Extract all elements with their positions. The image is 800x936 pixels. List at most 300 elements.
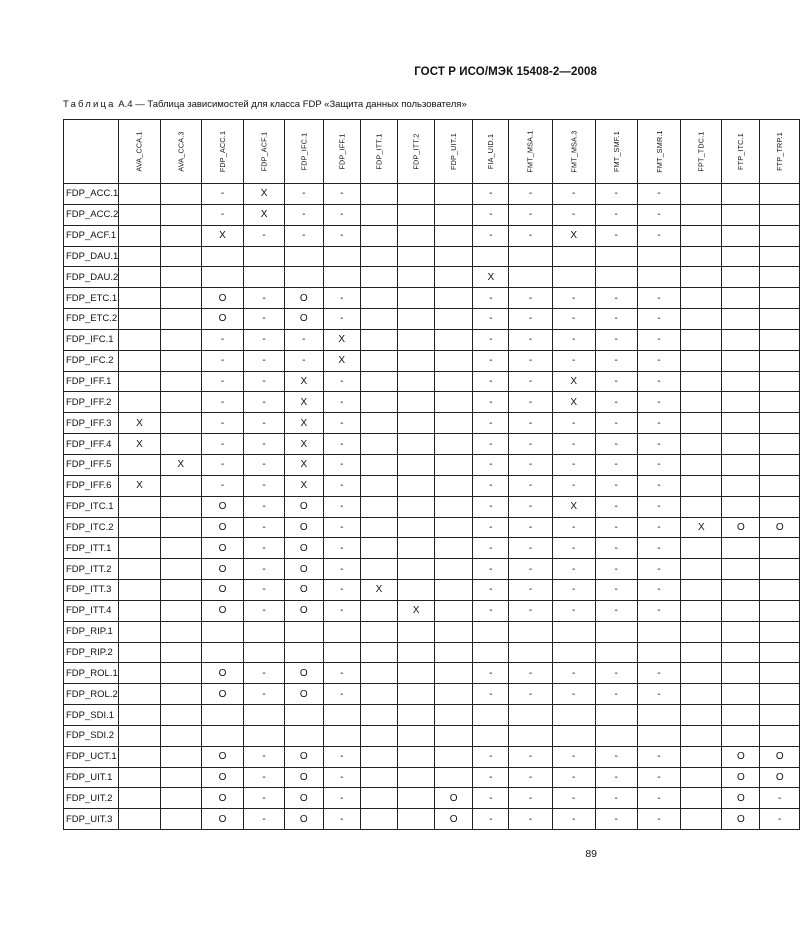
column-header-label: AVA_CCA.3 <box>176 131 186 172</box>
table-cell <box>323 267 360 288</box>
table-cell <box>360 705 397 726</box>
table-cell: - <box>509 517 552 538</box>
table-cell: - <box>323 809 360 830</box>
table-cell <box>119 371 160 392</box>
table-cell <box>681 809 722 830</box>
table-cell: - <box>323 600 360 621</box>
table-cell <box>722 600 760 621</box>
table-cell <box>119 746 160 767</box>
table-cell <box>760 225 800 246</box>
table-cell <box>397 642 434 663</box>
table-cell: X <box>244 204 285 225</box>
table-cell <box>435 184 473 205</box>
table-cell: - <box>323 475 360 496</box>
table-cell: O <box>284 538 323 559</box>
table-cell <box>360 329 397 350</box>
table-cell <box>473 725 509 746</box>
table-cell: - <box>323 371 360 392</box>
table-cell: - <box>552 329 595 350</box>
table-cell: - <box>323 309 360 330</box>
table-cell: - <box>595 746 637 767</box>
table-cell: O <box>284 600 323 621</box>
table-cell: O <box>760 767 800 788</box>
table-cell <box>760 725 800 746</box>
row-label: FDP_IFF.6 <box>64 475 119 496</box>
table-cell: - <box>323 413 360 434</box>
table-cell: X <box>360 580 397 601</box>
table-cell: - <box>473 309 509 330</box>
table-cell <box>360 454 397 475</box>
table-cell <box>160 496 201 517</box>
table-cell: - <box>552 788 595 809</box>
row-label: FDP_ROL.2 <box>64 684 119 705</box>
table-cell: O <box>201 517 243 538</box>
table-cell <box>473 705 509 726</box>
table-cell <box>681 288 722 309</box>
table-cell: - <box>637 225 681 246</box>
table-cell: - <box>595 454 637 475</box>
table-cell <box>681 371 722 392</box>
table-cell: - <box>509 454 552 475</box>
table-cell: X <box>244 184 285 205</box>
table-cell <box>760 350 800 371</box>
table-cell: X <box>552 371 595 392</box>
table-cell <box>722 454 760 475</box>
table-cell <box>681 267 722 288</box>
row-label: FDP_RIP.1 <box>64 621 119 642</box>
table-cell: - <box>244 434 285 455</box>
table-cell <box>681 350 722 371</box>
table-cell: - <box>637 559 681 580</box>
row-label: FDP_ETC.1 <box>64 288 119 309</box>
table-cell <box>435 496 473 517</box>
column-header <box>201 120 243 184</box>
table-cell: O <box>284 663 323 684</box>
table-cell <box>435 434 473 455</box>
table-cell <box>160 309 201 330</box>
table-cell <box>681 621 722 642</box>
table-cell: - <box>552 663 595 684</box>
table-cell: - <box>473 767 509 788</box>
table-cell: - <box>473 350 509 371</box>
column-header <box>595 120 637 184</box>
column-header <box>244 120 285 184</box>
table-cell: - <box>323 788 360 809</box>
table-cell: - <box>323 663 360 684</box>
table-cell: - <box>595 475 637 496</box>
table-cell <box>397 621 434 642</box>
table-cell <box>722 392 760 413</box>
table-cell <box>160 809 201 830</box>
table-cell <box>119 725 160 746</box>
table-cell: - <box>473 663 509 684</box>
table-cell <box>435 705 473 726</box>
table-cell <box>509 267 552 288</box>
table-cell <box>397 288 434 309</box>
table-cell <box>722 559 760 580</box>
table-cell: - <box>201 454 243 475</box>
table-cell <box>119 184 160 205</box>
table-row <box>64 329 800 350</box>
table-cell <box>160 204 201 225</box>
table-cell <box>284 621 323 642</box>
column-header-label: FTP_TRP.1 <box>775 132 785 171</box>
table-cell <box>284 246 323 267</box>
table-cell: - <box>284 184 323 205</box>
table-cell <box>435 767 473 788</box>
table-cell <box>435 684 473 705</box>
table-cell <box>760 246 800 267</box>
table-cell <box>397 184 434 205</box>
row-label: FDP_SDI.1 <box>64 705 119 726</box>
table-cell <box>760 329 800 350</box>
table-cell: - <box>552 809 595 830</box>
table-cell <box>244 246 285 267</box>
table-cell <box>681 600 722 621</box>
table-cell <box>760 559 800 580</box>
table-cell: X <box>473 267 509 288</box>
table-cell <box>760 204 800 225</box>
table-cell: - <box>552 413 595 434</box>
row-label: FDP_ACC.1 <box>64 184 119 205</box>
table-cell: - <box>473 184 509 205</box>
table-cell: - <box>595 663 637 684</box>
table-cell <box>435 246 473 267</box>
table-cell: O <box>201 809 243 830</box>
table-cell <box>681 413 722 434</box>
table-cell: O <box>201 684 243 705</box>
dependency-table <box>63 119 800 830</box>
table-cell <box>360 517 397 538</box>
table-cell <box>681 684 722 705</box>
table-cell: - <box>637 184 681 205</box>
table-cell: - <box>244 538 285 559</box>
table-cell <box>760 288 800 309</box>
table-cell: - <box>473 434 509 455</box>
table-cell <box>119 705 160 726</box>
table-cell <box>119 309 160 330</box>
table-cell: X <box>284 475 323 496</box>
table-cell: - <box>509 184 552 205</box>
row-label: FDP_RIP.2 <box>64 642 119 663</box>
table-cell: - <box>244 684 285 705</box>
column-header <box>323 120 360 184</box>
table-cell: - <box>595 684 637 705</box>
table-cell <box>397 788 434 809</box>
table-cell <box>722 434 760 455</box>
table-cell <box>160 767 201 788</box>
table-cell <box>435 580 473 601</box>
table-cell: - <box>509 580 552 601</box>
table-cell <box>552 705 595 726</box>
table-cell: O <box>201 663 243 684</box>
table-cell <box>360 746 397 767</box>
table-cell <box>681 392 722 413</box>
table-cell: X <box>552 225 595 246</box>
table-cell <box>760 705 800 726</box>
table-cell <box>435 454 473 475</box>
table-cell <box>760 580 800 601</box>
table-cell <box>397 454 434 475</box>
table-row <box>64 663 800 684</box>
column-header <box>119 120 160 184</box>
table-cell <box>681 767 722 788</box>
table-cell: - <box>637 434 681 455</box>
table-cell: - <box>637 204 681 225</box>
table-cell <box>435 663 473 684</box>
table-cell <box>397 434 434 455</box>
table-row <box>64 705 800 726</box>
table-cell: - <box>637 809 681 830</box>
table-cell: - <box>201 392 243 413</box>
table-cell <box>435 413 473 434</box>
table-cell <box>119 496 160 517</box>
table-row <box>64 184 800 205</box>
table-cell: - <box>637 600 681 621</box>
table-cell <box>119 392 160 413</box>
table-cell: X <box>284 392 323 413</box>
table-cell: - <box>509 371 552 392</box>
table-cell <box>760 454 800 475</box>
table-cell <box>681 225 722 246</box>
table-cell <box>681 788 722 809</box>
table-cell: - <box>509 225 552 246</box>
table-cell: - <box>509 767 552 788</box>
table-cell: O <box>760 517 800 538</box>
row-label: FDP_SDI.2 <box>64 725 119 746</box>
table-cell <box>397 392 434 413</box>
table-body <box>64 184 800 830</box>
table-cell: - <box>637 496 681 517</box>
table-cell: - <box>595 350 637 371</box>
table-cell <box>435 538 473 559</box>
row-label: FDP_UIT.3 <box>64 809 119 830</box>
table-cell: - <box>595 767 637 788</box>
table-cell: - <box>473 225 509 246</box>
column-header <box>397 120 434 184</box>
table-cell: - <box>201 350 243 371</box>
table-cell <box>360 267 397 288</box>
table-cell <box>119 329 160 350</box>
table-cell <box>397 329 434 350</box>
table-cell <box>119 621 160 642</box>
table-cell: - <box>637 309 681 330</box>
table-cell <box>119 663 160 684</box>
column-header-label: FPT_TDC.1 <box>696 131 706 172</box>
table-cell <box>360 767 397 788</box>
table-cell <box>681 580 722 601</box>
table-cell: X <box>552 496 595 517</box>
table-cell: - <box>473 371 509 392</box>
table-cell <box>119 600 160 621</box>
table-cell <box>360 788 397 809</box>
table-cell: - <box>473 684 509 705</box>
table-cell <box>435 642 473 663</box>
table-cell: X <box>119 434 160 455</box>
table-cell: - <box>284 329 323 350</box>
table-cell <box>637 705 681 726</box>
table-row <box>64 642 800 663</box>
table-cell: - <box>552 184 595 205</box>
table-row <box>64 517 800 538</box>
row-label: FDP_ITC.2 <box>64 517 119 538</box>
table-cell: - <box>323 184 360 205</box>
table-cell: - <box>637 413 681 434</box>
table-cell: - <box>509 288 552 309</box>
table-cell <box>435 475 473 496</box>
table-cell <box>397 475 434 496</box>
table-row <box>64 767 800 788</box>
table-cell <box>509 246 552 267</box>
table-cell: - <box>244 413 285 434</box>
table-cell <box>397 267 434 288</box>
table-row <box>64 788 800 809</box>
table-cell: - <box>595 538 637 559</box>
table-cell: - <box>323 288 360 309</box>
table-cell <box>201 246 243 267</box>
row-label: FDP_DAU.1 <box>64 246 119 267</box>
table-cell <box>552 246 595 267</box>
table-cell <box>201 725 243 746</box>
table-cell <box>637 246 681 267</box>
table-cell: - <box>552 309 595 330</box>
table-cell <box>397 350 434 371</box>
table-cell <box>595 621 637 642</box>
table-cell: - <box>323 559 360 580</box>
caption-label: Таблица <box>63 99 116 110</box>
table-cell <box>722 204 760 225</box>
table-cell: - <box>552 434 595 455</box>
table-cell <box>760 538 800 559</box>
table-cell <box>360 600 397 621</box>
table-cell <box>722 580 760 601</box>
table-cell <box>119 246 160 267</box>
table-cell <box>397 746 434 767</box>
table-cell: - <box>595 517 637 538</box>
table-cell: - <box>509 350 552 371</box>
table-cell: - <box>473 600 509 621</box>
table-cell: O <box>201 309 243 330</box>
table-cell: - <box>509 788 552 809</box>
table-cell <box>284 267 323 288</box>
table-cell: - <box>552 517 595 538</box>
table-cell <box>284 725 323 746</box>
table-cell <box>360 496 397 517</box>
table-cell: - <box>595 309 637 330</box>
table-cell: - <box>244 580 285 601</box>
table-cell <box>160 246 201 267</box>
table-cell: - <box>595 600 637 621</box>
table-cell: - <box>244 559 285 580</box>
table-cell: O <box>201 788 243 809</box>
table-cell: - <box>244 475 285 496</box>
table-cell <box>160 705 201 726</box>
table-cell <box>760 475 800 496</box>
column-header-label: FTP_ITC.1 <box>736 133 746 170</box>
table-cell <box>760 434 800 455</box>
table-cell: - <box>323 517 360 538</box>
table-cell: - <box>595 204 637 225</box>
table-cell <box>323 725 360 746</box>
table-row <box>64 204 800 225</box>
table-header-row <box>64 120 800 184</box>
column-header-label: FDP_ITT.1 <box>374 133 384 170</box>
table-cell: - <box>473 496 509 517</box>
table-cell <box>244 642 285 663</box>
table-cell <box>360 350 397 371</box>
table-cell <box>160 600 201 621</box>
table-cell: - <box>552 684 595 705</box>
table-cell: O <box>284 788 323 809</box>
table-cell <box>119 767 160 788</box>
table-cell <box>397 767 434 788</box>
table-row <box>64 225 800 246</box>
table-cell: - <box>637 767 681 788</box>
table-cell <box>760 663 800 684</box>
document-header: ГОСТ Р ИСО/МЭК 15408-2—2008 <box>414 66 597 78</box>
table-cell: - <box>637 371 681 392</box>
column-header-label: FMT_MSA.1 <box>526 130 536 173</box>
column-header-label: FDP_ITT.2 <box>411 133 421 170</box>
table-cell: - <box>244 392 285 413</box>
table-cell: - <box>473 517 509 538</box>
table-cell <box>360 371 397 392</box>
table-cell: - <box>552 600 595 621</box>
table-cell <box>681 329 722 350</box>
table-cell: X <box>201 225 243 246</box>
table-cell: - <box>284 350 323 371</box>
table-cell <box>160 663 201 684</box>
column-header-label: FMT_SMF.1 <box>611 131 621 172</box>
table-row <box>64 475 800 496</box>
table-cell: - <box>323 496 360 517</box>
table-cell: X <box>323 329 360 350</box>
table-cell <box>722 267 760 288</box>
table-cell: - <box>323 684 360 705</box>
table-cell <box>760 642 800 663</box>
table-row <box>64 267 800 288</box>
table-cell: - <box>595 809 637 830</box>
table-cell: - <box>595 225 637 246</box>
table-cell <box>360 621 397 642</box>
table-cell <box>722 684 760 705</box>
table-cell: - <box>244 517 285 538</box>
table-cell: O <box>284 684 323 705</box>
table-cell <box>722 309 760 330</box>
table-cell <box>284 642 323 663</box>
table-row <box>64 434 800 455</box>
table-cell <box>552 267 595 288</box>
table-cell <box>435 350 473 371</box>
table-cell: - <box>473 746 509 767</box>
table-cell <box>722 621 760 642</box>
table-cell: - <box>509 809 552 830</box>
table-cell <box>722 371 760 392</box>
column-header <box>284 120 323 184</box>
table-cell <box>360 434 397 455</box>
table-cell: - <box>509 309 552 330</box>
table-cell: - <box>637 454 681 475</box>
table-cell <box>681 559 722 580</box>
table-cell <box>201 621 243 642</box>
table-cell: O <box>201 288 243 309</box>
table-row <box>64 746 800 767</box>
row-label: FDP_IFC.2 <box>64 350 119 371</box>
column-header <box>160 120 201 184</box>
table-row <box>64 392 800 413</box>
table-cell: - <box>595 288 637 309</box>
table-row <box>64 350 800 371</box>
